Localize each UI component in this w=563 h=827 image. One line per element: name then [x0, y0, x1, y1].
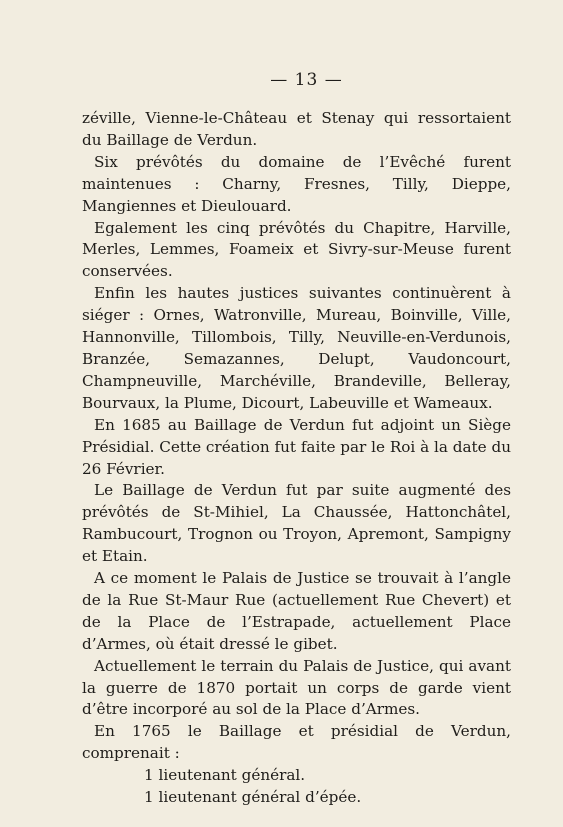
paragraph: zéville, Vienne-le-Château et Stenay qui ressortaient du Baillage de Verdun. — [82, 109, 511, 149]
list-item: 1 lieutenant général d’épée. — [144, 788, 362, 807]
list-item: 1 lieutenant général. — [144, 766, 306, 785]
paragraph: Le Baillage de Verdun fut par suite augmenté des prévôtés de St-Mihiel, La Chaussée, Hattonchâtel, Rambucourt, Trognon ou Troyon, Apremont, Sampigny et Etain. — [82, 481, 511, 566]
paragraph: Egalement les cinq prévôtés du Chapitre, Harville, Merles, Lemmes, Foameix et Sivry-sur-Meuse furent conservées. — [82, 218, 511, 281]
paragraph: A ce moment le Palais de Justice se trouvait à l’angle de la Rue St-Maur Rue (actuellement Rue Chevert) et de la Place de l’Estrapade, actuellement Place d’Armes, où était dressé le gibet. — [82, 569, 511, 653]
paragraph: Six prévôtés du domaine de l’Evêché furent maintenues : Charny, Fresnes, Tilly, Dieppe, Mangiennes et Dieulouard. — [82, 152, 511, 215]
paragraph: Enfin les hautes justices suivantes continuèrent à siéger : Ornes, Watronville, Mureau, Boinville, Ville, Hannonville, Tillombois, Tilly, Neuville-en-Verdunois, Branzée, Semazannes, Delupt, Vaudoncourt, Champneuville, Marchéville, Brandeville, Belleray, Bourvaux, la Plume, Dicourt, Labeuville et Wameaux. — [82, 284, 511, 412]
page-number: — 13 — — [270, 70, 343, 90]
body-text — [82, 108, 511, 809]
paragraph: En 1685 au Baillage de Verdun fut adjoint un Siège Présidial. Cette création fut faite par le Roi à la date du 26 Février. — [82, 415, 511, 478]
paragraph: En 1765 le Baillage et présidial de Verdun, comprenait : — [82, 722, 511, 763]
paragraph: Actuellement le terrain du Palais de Justice, qui avant la guerre de 1870 portait un corps de garde vient d’être incorporé au sol de la Place d’Armes. — [82, 656, 511, 719]
